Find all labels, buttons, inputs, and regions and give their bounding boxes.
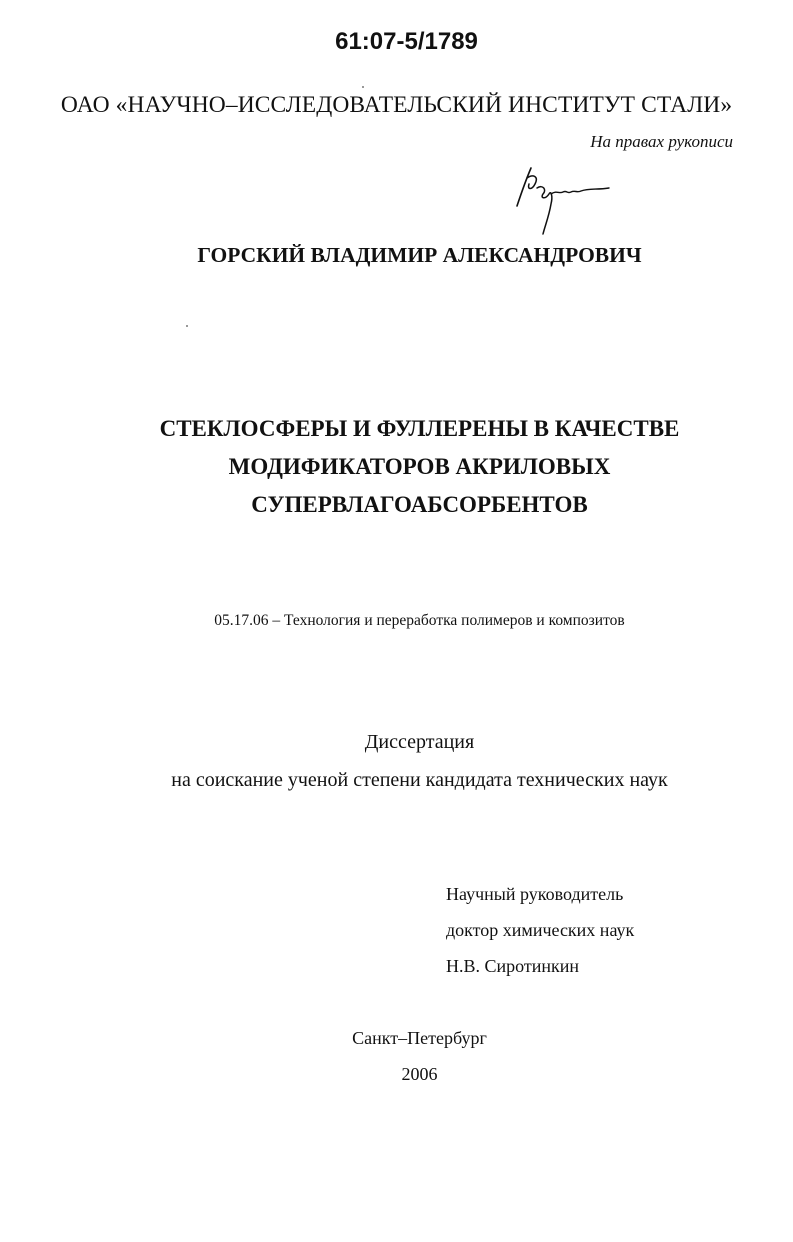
- rights-note: На правах рукописи: [590, 132, 733, 151]
- title-line-1: СТЕКЛОСФЕРЫ И ФУЛЛЕРЕНЫ В КАЧЕСТВЕ: [159, 416, 680, 441]
- dissertation-title: [0, 410, 793, 524]
- scientific-advisor: [446, 876, 634, 984]
- scan-speck: [186, 325, 188, 327]
- dissertation-info: [0, 723, 793, 799]
- advisor-role: Научный руководитель: [446, 884, 624, 904]
- archive-stamp: 61:07-5/1789: [335, 28, 478, 55]
- title-line-2: МОДИФИКАТОРОВ АКРИЛОВЫХ: [228, 454, 611, 479]
- city: Санкт–Петербург: [352, 1028, 487, 1048]
- year: 2006: [401, 1064, 438, 1084]
- organization-name: ОАО «НАУЧНО–ИССЛЕДОВАТЕЛЬСКИЙ ИНСТИТУТ СТАЛИ»: [60, 92, 733, 118]
- scan-speck: [362, 86, 364, 88]
- title-line-3: СУПЕРВЛАГОАБСОРБЕНТОВ: [251, 492, 588, 517]
- advisor-degree: доктор химических наук: [446, 920, 635, 940]
- specialty-code: 05.17.06 – Технология и переработка полимеров и композитов: [214, 612, 625, 629]
- advisor-name: Н.В. Сиротинкин: [446, 956, 580, 976]
- author-signature: [505, 160, 615, 238]
- author-name: ГОРСКИЙ ВЛАДИМИР АЛЕКСАНДРОВИЧ: [197, 243, 642, 267]
- dissertation-degree: на соискание ученой степени кандидата технических наук: [171, 769, 668, 791]
- place-and-year: [0, 1020, 793, 1092]
- dissertation-type: Диссертация: [364, 731, 475, 753]
